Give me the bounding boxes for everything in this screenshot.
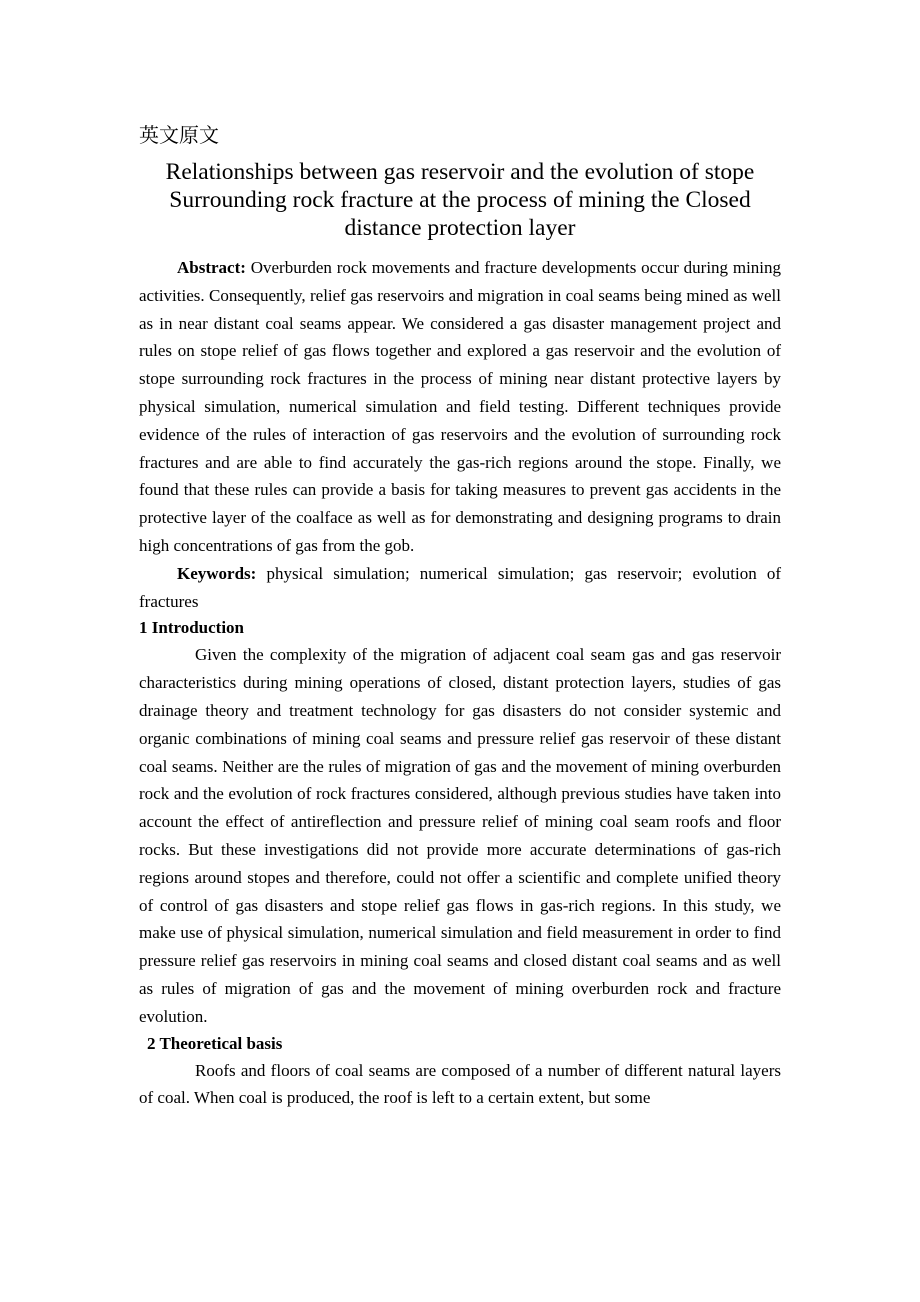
abstract-label: Abstract: — [177, 258, 246, 277]
document-page — [139, 120, 781, 1112]
abstract-text: Overburden rock movements and fracture developments occur during mining activities. Consequently, relief gas reservoirs and migration in coal seams being mined as well as in near distant coal seams appear. We considered a gas disaster management project and rules on stope relief of gas flows together and explored a gas reservoir and the evolution of stope surrounding rock fractures in the process of mining near distant protective layers by physical simulation, numerical simulation and field testing. Different techniques provide evidence of the rules of interaction of gas reservoirs and the evolution of surrounding rock fractures and are able to find accurately the gas-rich regions around the stope. Finally, we found that these rules can provide a basis for taking measures to prevent gas accidents in the protective layer of the coalface as well as for demonstrating and designing programs to drain high concentrations of gas from the gob. — [139, 258, 782, 555]
title-line: distance protection layer — [344, 215, 576, 241]
section-heading-theoretical-basis: 2 Theoretical basis — [147, 1033, 283, 1053]
keywords-paragraph — [139, 560, 781, 616]
keywords-label: Keywords: — [177, 563, 257, 583]
introduction-paragraph: Given the complexity of the migration of adjacent coal seam gas and gas reservoir characteristics during mining operations of closed, distant protection layers, studies of gas drainage theory and treatment technology for gas disasters do not consider systemic and organic combinations of mining coal seams and pressure relief gas reservoir of these distant coal seams. Neither are the rules of migration of gas and the movement of mining overburden rock and the evolution of rock fractures considered, although previous studies have taken into account the effect of antireflection and pressure relief of mining coal seam roofs and floor rocks. But these investigations did not provide more accurate determinations of gas-rich regions around stopes and therefore, could not offer a scientific and complete unified theory of control of gas disasters and stope relief gas flows in gas-rich regions. In this study, we make use of physical simulation, numerical simulation and field measurement in order to find pressure relief gas reservoirs in mining coal seams and closed distant coal seams and as well as rules of migration of gas and the movement of mining overburden rock and fracture evolution. — [139, 645, 781, 1026]
paper-title — [139, 158, 781, 242]
title-line: Surrounding rock fracture at the process of mining the Closed — [169, 187, 751, 213]
abstract-paragraph — [139, 254, 781, 560]
section-heading-introduction: 1 Introduction — [139, 618, 245, 638]
theoretical-basis-paragraph: Roofs and floors of coal seams are composed of a number of different natural layers of coal. When coal is produced, the roof is left to a certain extent, but some — [139, 1060, 781, 1108]
keywords-text: physical simulation; numerical simulation; gas reservoir; evolution of fractures — [139, 563, 781, 611]
original-text-header: 英文原文 — [139, 123, 219, 147]
title-line: Relationships between gas reservoir and the evolution of stope — [165, 159, 755, 185]
